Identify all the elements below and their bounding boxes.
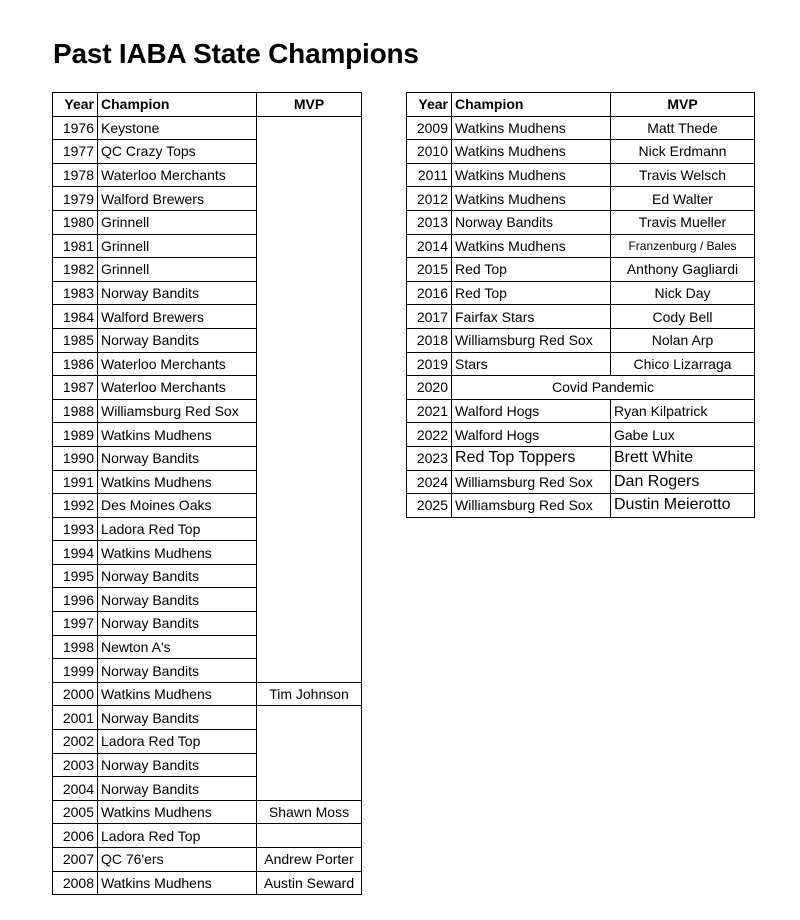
mvp-cell: Andrew Porter xyxy=(257,848,362,872)
year-cell: 1988 xyxy=(53,399,98,423)
table-row xyxy=(407,163,755,187)
champion-cell: Watkins Mudhens xyxy=(98,800,257,824)
table-row xyxy=(407,234,755,258)
champion-cell: Walford Brewers xyxy=(98,305,257,329)
year-cell: 2011 xyxy=(407,163,452,187)
champion-cell: Grinnell xyxy=(98,258,257,282)
table-row xyxy=(53,730,362,754)
mvp-cell: Chico Lizarraga xyxy=(611,352,755,376)
table-row xyxy=(53,210,362,234)
table-row xyxy=(53,517,362,541)
table-row xyxy=(53,446,362,470)
year-column-header: Year xyxy=(407,93,452,117)
table-row xyxy=(407,494,755,518)
mvp-cell xyxy=(257,470,362,494)
year-cell: 2005 xyxy=(53,800,98,824)
table-row xyxy=(407,399,755,423)
champion-cell: Watkins Mudhens xyxy=(452,140,611,164)
year-cell: 1985 xyxy=(53,328,98,352)
year-cell: 1981 xyxy=(53,234,98,258)
table-row xyxy=(407,352,755,376)
champion-cell: Ladora Red Top xyxy=(98,824,257,848)
year-cell: 2020 xyxy=(407,376,452,400)
table-row xyxy=(407,328,755,352)
mvp-cell xyxy=(257,399,362,423)
mvp-cell: Matt Thede xyxy=(611,116,755,140)
table-header-row xyxy=(407,93,755,117)
champion-cell: Williamsburg Red Sox xyxy=(452,470,611,494)
year-cell: 2017 xyxy=(407,305,452,329)
table-header-row xyxy=(53,93,362,117)
champion-cell: Stars xyxy=(452,352,611,376)
year-cell: 2001 xyxy=(53,706,98,730)
mvp-cell xyxy=(257,210,362,234)
table-row xyxy=(53,163,362,187)
year-cell: 1992 xyxy=(53,494,98,518)
mvp-cell: Ed Walter xyxy=(611,187,755,211)
champion-cell: Watkins Mudhens xyxy=(98,470,257,494)
table-row xyxy=(407,140,755,164)
champion-cell: Norway Bandits xyxy=(98,706,257,730)
year-cell: 2009 xyxy=(407,116,452,140)
mvp-cell: Anthony Gagliardi xyxy=(611,258,755,282)
mvp-cell xyxy=(257,706,362,730)
champion-cell: Williamsburg Red Sox xyxy=(452,328,611,352)
champion-cell: Grinnell xyxy=(98,234,257,258)
year-cell: 2016 xyxy=(407,281,452,305)
table-row xyxy=(53,659,362,683)
table-row xyxy=(53,494,362,518)
mvp-cell xyxy=(257,328,362,352)
year-cell: 2010 xyxy=(407,140,452,164)
year-cell: 2025 xyxy=(407,494,452,518)
year-cell: 1998 xyxy=(53,635,98,659)
year-cell: 1977 xyxy=(53,140,98,164)
mvp-cell xyxy=(257,352,362,376)
champion-cell: Ladora Red Top xyxy=(98,517,257,541)
year-cell: 1995 xyxy=(53,564,98,588)
table-row xyxy=(53,541,362,565)
table-row xyxy=(53,470,362,494)
table-row xyxy=(53,706,362,730)
champion-column-header: Champion xyxy=(452,93,611,117)
champion-cell: QC 76'ers xyxy=(98,848,257,872)
mvp-cell xyxy=(257,376,362,400)
champion-cell: QC Crazy Tops xyxy=(98,140,257,164)
mvp-cell: Dustin Meierotto xyxy=(611,494,755,518)
year-cell: 2015 xyxy=(407,258,452,282)
mvp-cell: Gabe Lux xyxy=(611,423,755,447)
year-cell: 2014 xyxy=(407,234,452,258)
year-cell: 2018 xyxy=(407,328,452,352)
table-row xyxy=(53,352,362,376)
year-cell: 1991 xyxy=(53,470,98,494)
year-cell: 2021 xyxy=(407,399,452,423)
mvp-cell xyxy=(257,116,362,140)
table-row xyxy=(53,187,362,211)
table-row xyxy=(407,305,755,329)
table-row xyxy=(53,116,362,140)
mvp-cell xyxy=(257,588,362,612)
champion-cell: Watkins Mudhens xyxy=(452,234,611,258)
table-row xyxy=(53,423,362,447)
year-cell: 2004 xyxy=(53,777,98,801)
table-row xyxy=(407,187,755,211)
mvp-cell: Cody Bell xyxy=(611,305,755,329)
mvp-cell: Travis Mueller xyxy=(611,210,755,234)
table-row xyxy=(407,446,755,470)
mvp-cell xyxy=(257,163,362,187)
champion-cell: Norway Bandits xyxy=(98,753,257,777)
champion-cell: Ladora Red Top xyxy=(98,730,257,754)
champion-cell: Norway Bandits xyxy=(98,564,257,588)
year-cell: 1999 xyxy=(53,659,98,683)
year-cell: 1983 xyxy=(53,281,98,305)
champion-cell: Watkins Mudhens xyxy=(452,116,611,140)
champion-cell: Watkins Mudhens xyxy=(98,682,257,706)
table-row xyxy=(53,281,362,305)
table-row xyxy=(407,376,755,400)
champion-cell: Watkins Mudhens xyxy=(98,423,257,447)
mvp-cell xyxy=(257,140,362,164)
year-cell: 1989 xyxy=(53,423,98,447)
table-row xyxy=(53,564,362,588)
year-cell: 2000 xyxy=(53,682,98,706)
table-row xyxy=(407,423,755,447)
mvp-cell xyxy=(257,541,362,565)
year-cell: 1997 xyxy=(53,612,98,636)
mvp-cell: Franzenburg / Bales xyxy=(611,234,755,258)
table-row xyxy=(53,140,362,164)
mvp-cell: Dan Rogers xyxy=(611,470,755,494)
year-cell: 2003 xyxy=(53,753,98,777)
mvp-cell: Travis Welsch xyxy=(611,163,755,187)
table-row xyxy=(53,824,362,848)
table-row xyxy=(53,588,362,612)
mvp-cell xyxy=(257,517,362,541)
table-body xyxy=(407,116,755,517)
year-cell: 1982 xyxy=(53,258,98,282)
table-row xyxy=(53,328,362,352)
champion-cell: Norway Bandits xyxy=(98,588,257,612)
table-body xyxy=(53,116,362,895)
year-cell: 2007 xyxy=(53,848,98,872)
table-row xyxy=(53,305,362,329)
champion-cell: Red Top Toppers xyxy=(452,446,611,470)
year-cell: 2012 xyxy=(407,187,452,211)
champion-cell: Grinnell xyxy=(98,210,257,234)
champion-cell: Walford Hogs xyxy=(452,423,611,447)
champion-cell: Red Top xyxy=(452,258,611,282)
table-row xyxy=(53,399,362,423)
champion-cell: Norway Bandits xyxy=(98,446,257,470)
mvp-cell xyxy=(257,730,362,754)
champion-column-header: Champion xyxy=(98,93,257,117)
mvp-column-header: MVP xyxy=(257,93,362,117)
mvp-cell: Tim Johnson xyxy=(257,682,362,706)
table-row xyxy=(407,258,755,282)
table-row xyxy=(53,234,362,258)
year-cell: 2022 xyxy=(407,423,452,447)
champion-cell: Fairfax Stars xyxy=(452,305,611,329)
mvp-cell: Brett White xyxy=(611,446,755,470)
champion-cell: Covid Pandemic xyxy=(452,376,755,400)
table-row xyxy=(53,376,362,400)
mvp-cell xyxy=(257,234,362,258)
page-title: Past IABA State Champions xyxy=(53,38,419,69)
year-cell: 2013 xyxy=(407,210,452,234)
year-cell: 1984 xyxy=(53,305,98,329)
table-row xyxy=(53,258,362,282)
table-row xyxy=(53,871,362,895)
mvp-cell: Nick Erdmann xyxy=(611,140,755,164)
champion-cell: Williamsburg Red Sox xyxy=(98,399,257,423)
mvp-cell xyxy=(257,494,362,518)
year-cell: 2024 xyxy=(407,470,452,494)
year-cell: 1990 xyxy=(53,446,98,470)
champions-table-2009-2025 xyxy=(406,92,755,518)
table-row xyxy=(53,682,362,706)
table-row xyxy=(53,635,362,659)
champion-cell: Waterloo Merchants xyxy=(98,376,257,400)
champion-cell: Norway Bandits xyxy=(98,777,257,801)
mvp-cell xyxy=(257,753,362,777)
mvp-cell xyxy=(257,187,362,211)
mvp-cell: Shawn Moss xyxy=(257,800,362,824)
year-cell: 2008 xyxy=(53,871,98,895)
mvp-cell xyxy=(257,635,362,659)
champion-cell: Norway Bandits xyxy=(98,612,257,636)
table-row xyxy=(53,800,362,824)
table-row xyxy=(53,612,362,636)
mvp-cell xyxy=(257,281,362,305)
table-row xyxy=(53,848,362,872)
champion-cell: Des Moines Oaks xyxy=(98,494,257,518)
mvp-cell: Austin Seward xyxy=(257,871,362,895)
year-cell: 1986 xyxy=(53,352,98,376)
mvp-column-header: MVP xyxy=(611,93,755,117)
year-cell: 1993 xyxy=(53,517,98,541)
champion-cell: Watkins Mudhens xyxy=(98,541,257,565)
mvp-cell xyxy=(257,777,362,801)
champion-cell: Norway Bandits xyxy=(98,281,257,305)
table-row xyxy=(407,281,755,305)
mvp-cell xyxy=(257,258,362,282)
year-cell: 1987 xyxy=(53,376,98,400)
year-column-header: Year xyxy=(53,93,98,117)
champion-cell: Williamsburg Red Sox xyxy=(452,494,611,518)
year-cell: 2019 xyxy=(407,352,452,376)
champion-cell: Watkins Mudhens xyxy=(452,187,611,211)
year-cell: 2002 xyxy=(53,730,98,754)
year-cell: 1980 xyxy=(53,210,98,234)
table-row xyxy=(407,470,755,494)
champion-cell: Walford Brewers xyxy=(98,187,257,211)
year-cell: 2023 xyxy=(407,446,452,470)
table-row xyxy=(407,116,755,140)
champion-cell: Watkins Mudhens xyxy=(98,871,257,895)
mvp-cell: Nick Day xyxy=(611,281,755,305)
mvp-cell: Nolan Arp xyxy=(611,328,755,352)
mvp-cell xyxy=(257,423,362,447)
year-cell: 1979 xyxy=(53,187,98,211)
champions-table-1976-2008 xyxy=(52,92,362,895)
champion-cell: Waterloo Merchants xyxy=(98,352,257,376)
mvp-cell xyxy=(257,305,362,329)
mvp-cell xyxy=(257,824,362,848)
champion-cell: Walford Hogs xyxy=(452,399,611,423)
champion-cell: Keystone xyxy=(98,116,257,140)
year-cell: 1978 xyxy=(53,163,98,187)
champion-cell: Red Top xyxy=(452,281,611,305)
champion-cell: Norway Bandits xyxy=(98,328,257,352)
table-row xyxy=(53,753,362,777)
mvp-cell: Ryan Kilpatrick xyxy=(611,399,755,423)
champion-cell: Norway Bandits xyxy=(452,210,611,234)
year-cell: 2006 xyxy=(53,824,98,848)
champion-cell: Watkins Mudhens xyxy=(452,163,611,187)
mvp-cell xyxy=(257,446,362,470)
year-cell: 1996 xyxy=(53,588,98,612)
mvp-cell xyxy=(257,659,362,683)
champion-cell: Norway Bandits xyxy=(98,659,257,683)
champion-cell: Waterloo Merchants xyxy=(98,163,257,187)
table-row xyxy=(407,210,755,234)
mvp-cell xyxy=(257,612,362,636)
mvp-cell xyxy=(257,564,362,588)
year-cell: 1976 xyxy=(53,116,98,140)
champion-cell: Newton A's xyxy=(98,635,257,659)
table-row xyxy=(53,777,362,801)
year-cell: 1994 xyxy=(53,541,98,565)
